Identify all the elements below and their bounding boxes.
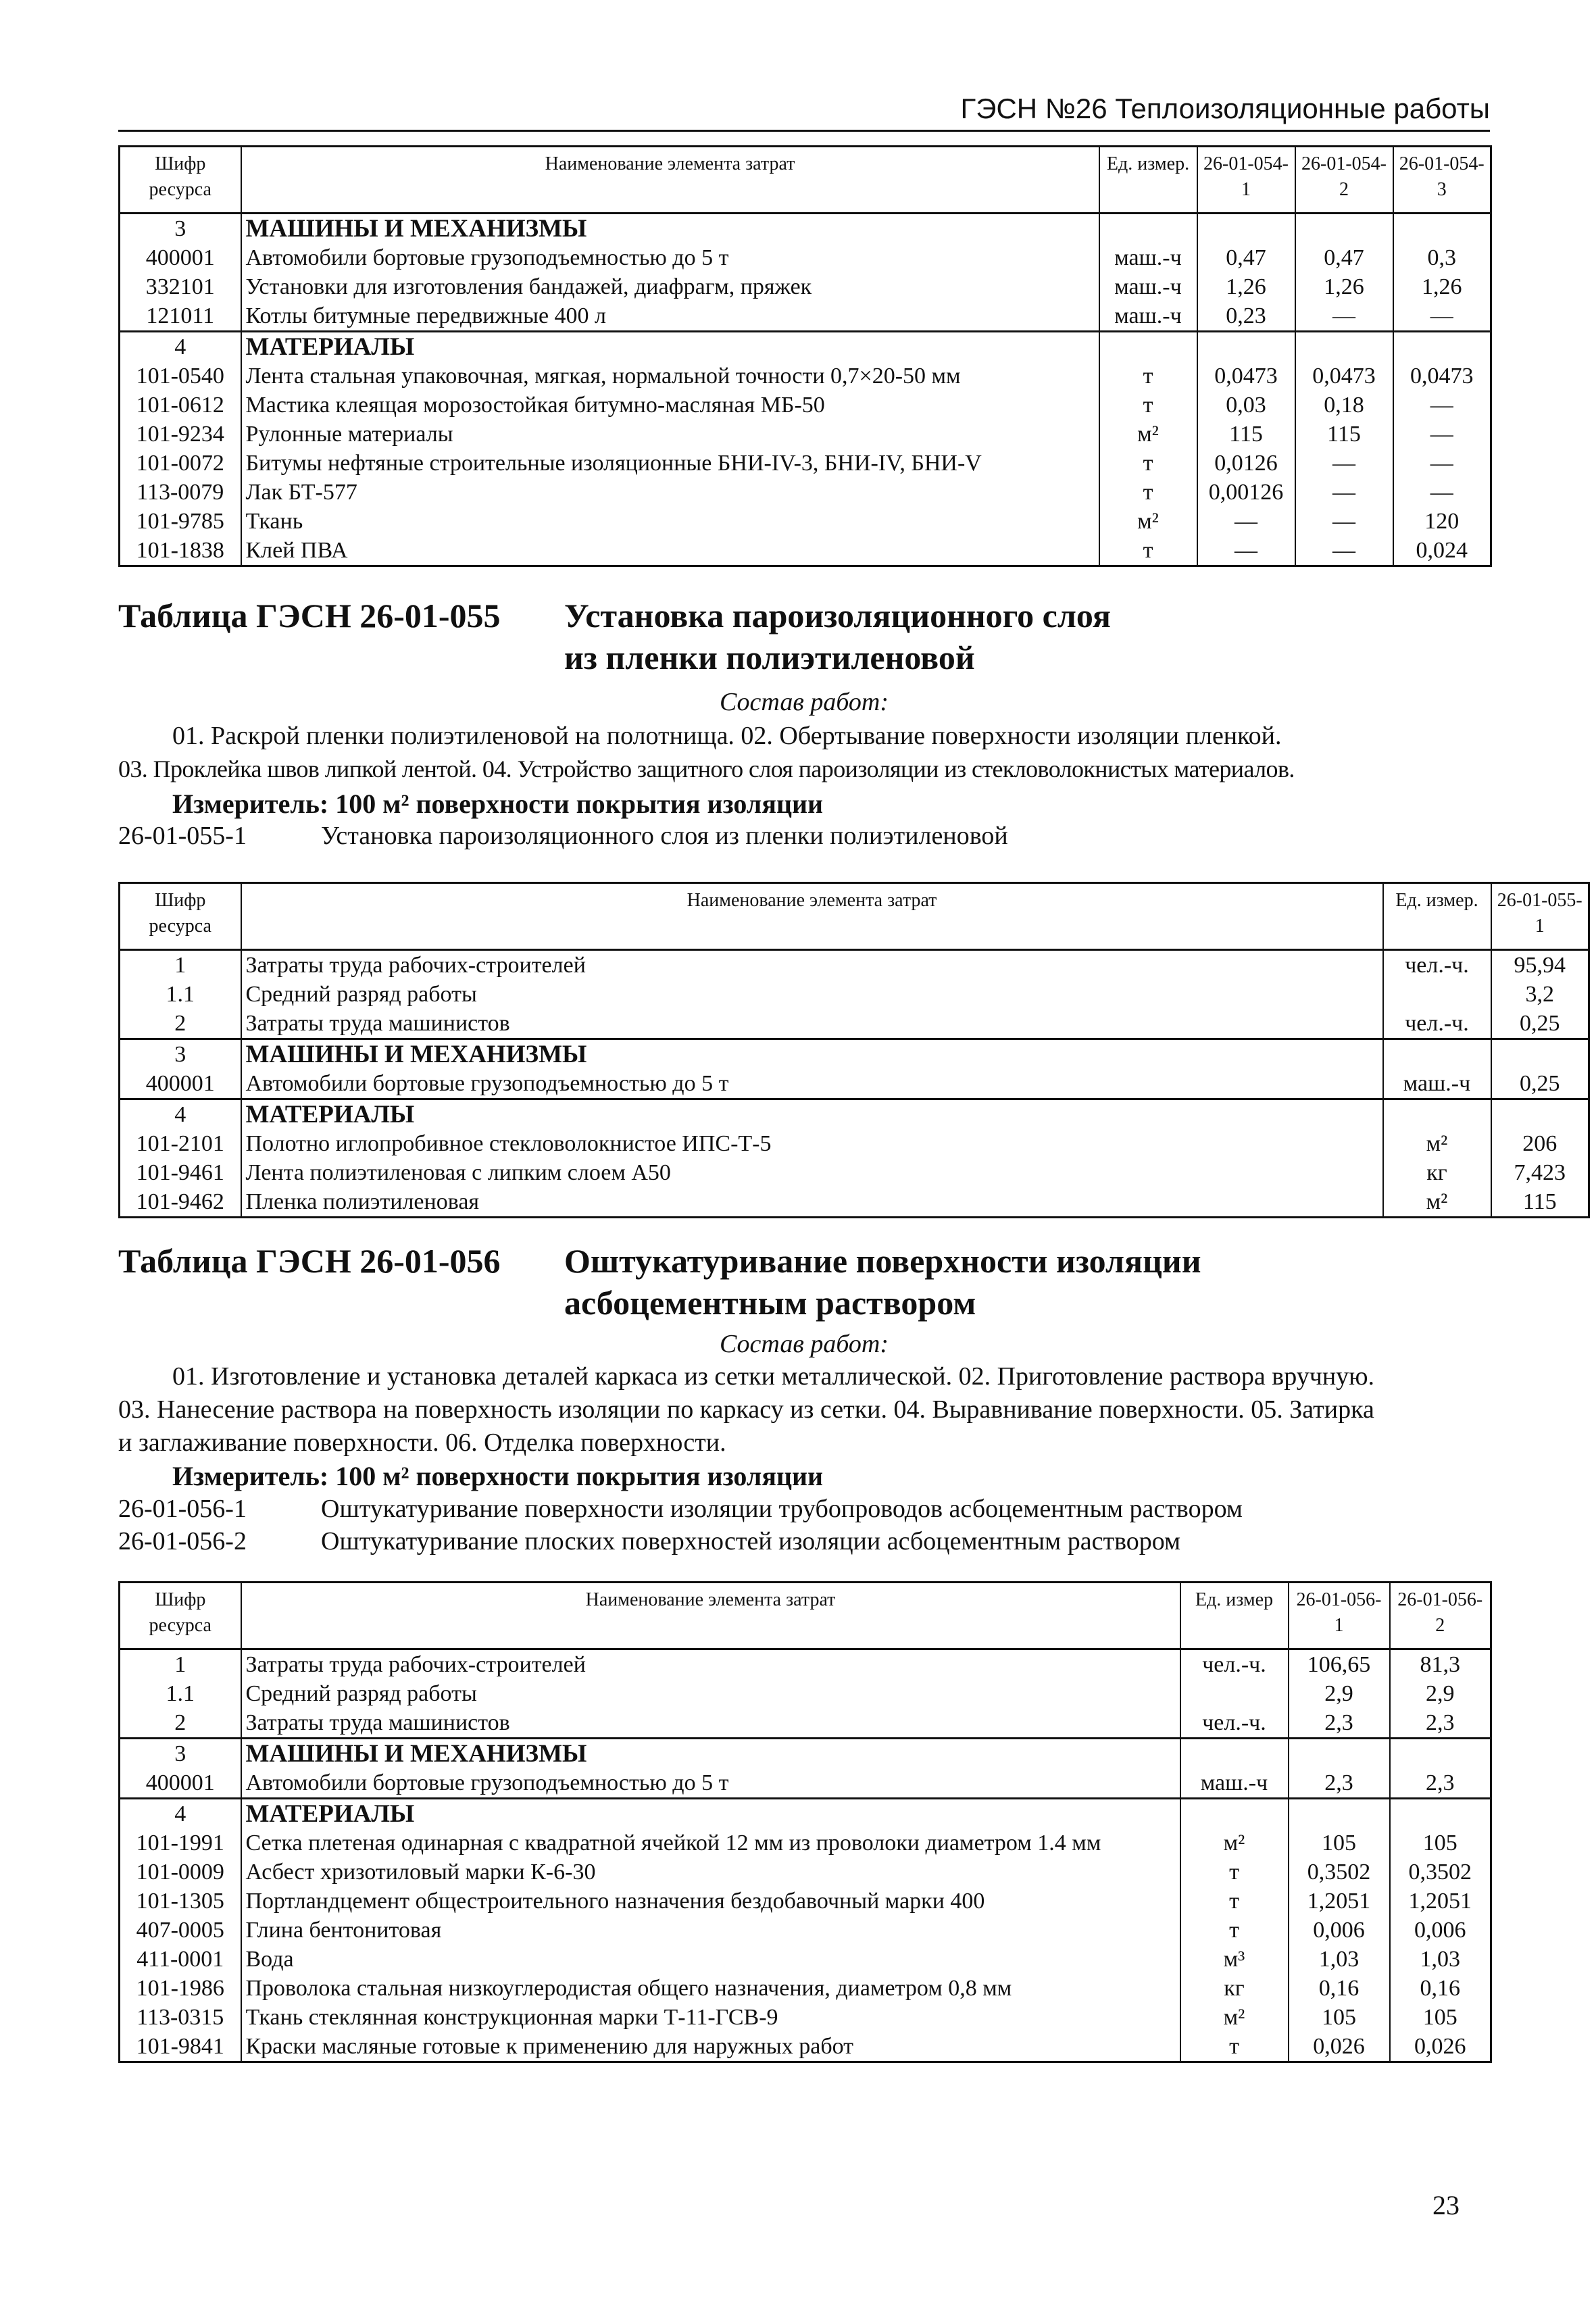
norm-code: 26-01-056-1 [118, 1495, 247, 1523]
norm-value: — [1393, 391, 1491, 420]
norm-value: 105 [1289, 2003, 1390, 2032]
resource-code: 101-9462 [120, 1187, 241, 1218]
norm-value: 0,16 [1289, 1974, 1390, 2003]
cost-element-name: Пленка полиэтиленовая [241, 1187, 1383, 1218]
table-row [120, 1916, 1491, 1945]
resource-code: 101-9234 [120, 420, 241, 449]
table-row [120, 301, 1491, 332]
table-row [120, 1187, 1589, 1218]
table-row [120, 1887, 1491, 1916]
table-title-line2: из пленки полиэтиленовой [564, 639, 975, 676]
norm-value: 1,26 [1197, 272, 1295, 301]
cost-element-name: МАТЕРИАЛЫ [241, 1099, 1383, 1130]
col-unit-header: Ед. измер [1180, 1583, 1289, 1649]
unit [1099, 214, 1197, 244]
norm-value: 106,65 [1289, 1649, 1390, 1680]
unit: м² [1383, 1187, 1491, 1218]
unit: м³ [1180, 1945, 1289, 1974]
unit [1383, 1039, 1491, 1070]
table-row [120, 362, 1491, 391]
cost-element-name: МАТЕРИАЛЫ [241, 332, 1099, 362]
norm-code: 26-01-056-2 [118, 1527, 247, 1555]
norm-value: 1,03 [1289, 1945, 1390, 1974]
cost-element-name: Рулонные материалы [241, 420, 1099, 449]
col-code-header: Шифр ресурса [120, 1583, 241, 1649]
resource-code: 101-9785 [120, 507, 241, 536]
resource-code: 400001 [120, 243, 241, 272]
norm-text: Установка пароизоляционного слоя из пленки полиэтиленовой [321, 822, 1008, 850]
cost-element-name: Лента полиэтиленовая с липким слоем А50 [241, 1158, 1383, 1187]
cost-element-name: Затраты труда машинистов [241, 1009, 1383, 1039]
col-header: 26-01-054-3 [1393, 147, 1491, 214]
norm-code: 26-01-055-1 [118, 822, 247, 850]
resource-code: 1.1 [120, 980, 241, 1009]
work-line: 03. Проклейка швов липкой лентой. 04. Устройство защитного слоя пароизоляции из стекловолокнистых материалов. [118, 755, 1295, 782]
resource-code: 101-1305 [120, 1887, 241, 1916]
unit: м² [1099, 507, 1197, 536]
unit [1099, 332, 1197, 362]
norm-value: 1,2051 [1289, 1887, 1390, 1916]
cost-element-name: МАТЕРИАЛЫ [241, 1799, 1180, 1829]
table-row [120, 1828, 1491, 1858]
norm-value: 2,3 [1390, 1708, 1491, 1739]
norm-value [1295, 214, 1393, 244]
table-number: Таблица ГЭСН 26-01-056 [118, 1242, 501, 1280]
resource-code: 101-2101 [120, 1129, 241, 1158]
norm-value: 0,0126 [1197, 449, 1295, 478]
norm-value [1289, 1799, 1390, 1829]
code-line [118, 819, 1008, 853]
norm-value: 0,25 [1491, 1069, 1589, 1099]
norm-value [1491, 1039, 1589, 1070]
resource-code: 101-0612 [120, 391, 241, 420]
cost-element-name: Клей ПВА [241, 536, 1099, 566]
unit: маш.-ч [1099, 301, 1197, 332]
unit: т [1180, 1887, 1289, 1916]
cost-element-name: МАШИНЫ И МЕХАНИЗМЫ [241, 214, 1099, 244]
table-055 [118, 882, 1590, 1218]
norm-value [1390, 1799, 1491, 1829]
unit: м² [1180, 2003, 1289, 2032]
table-row [120, 449, 1491, 478]
norm-value: — [1295, 507, 1393, 536]
norm-value: — [1197, 536, 1295, 566]
cost-element-name: Битумы нефтяные строительные изоляционные БНИ-IV-3, БНИ-IV, БНИ-V [241, 449, 1099, 478]
resource-code: 4 [120, 1099, 241, 1130]
resource-code: 101-9841 [120, 2032, 241, 2062]
unit: м² [1099, 420, 1197, 449]
unit: чел.-ч. [1180, 1649, 1289, 1680]
norm-value: 2,3 [1390, 1768, 1491, 1799]
resource-code: 411-0001 [120, 1945, 241, 1974]
table-number: Таблица ГЭСН 26-01-055 [118, 597, 501, 634]
resource-code: 407-0005 [120, 1916, 241, 1945]
cost-element-name: Полотно иглопробивное стекловолокнистое ИПС-Т-5 [241, 1129, 1383, 1158]
table-row [120, 1858, 1491, 1887]
col-code-header: Шифр ресурса [120, 883, 241, 950]
work-line: 01. Раскрой пленки полиэтиленовой на полотнища. 02. Обертывание поверхности изоляции пленкой. [172, 722, 1282, 750]
cost-element-name: Автомобили бортовые грузоподъемностью до 5 т [241, 243, 1099, 272]
section-row [120, 1099, 1589, 1130]
col-unit-header: Ед. измер. [1099, 147, 1197, 214]
table-title-line2: асбоцементным раствором [564, 1284, 976, 1322]
cost-element-name: Лента стальная упаковочная, мягкая, нормальной точности 0,7×20-50 мм [241, 362, 1099, 391]
resource-code: 101-0009 [120, 1858, 241, 1887]
norm-value: 0,006 [1289, 1916, 1390, 1945]
norm-value: 0,3 [1393, 243, 1491, 272]
cost-element-name: Затраты труда машинистов [241, 1708, 1180, 1739]
cost-element-name: Средний разряд работы [241, 1679, 1180, 1708]
col-header: 26-01-055-1 [1491, 883, 1589, 950]
norm-value [1393, 332, 1491, 362]
norm-value: 0,024 [1393, 536, 1491, 566]
measure-unit: Измеритель: 100 м² поверхности покрытия изоляции [172, 789, 824, 819]
cost-element-name: Портландцемент общестроительного назначения бездобавочный марки 400 [241, 1887, 1180, 1916]
table-row [120, 2003, 1491, 2032]
table-row [120, 980, 1589, 1009]
resource-code: 3 [120, 1039, 241, 1070]
norm-value: 2,9 [1390, 1679, 1491, 1708]
norm-value: — [1393, 449, 1491, 478]
code-line [118, 1492, 1243, 1526]
norm-value: 7,423 [1491, 1158, 1589, 1187]
norm-value [1197, 214, 1295, 244]
norm-text: Оштукатуривание поверхности изоляции трубопроводов асбоцементным раствором [321, 1495, 1243, 1523]
norm-value: 115 [1491, 1187, 1589, 1218]
norm-value [1390, 1739, 1491, 1769]
resource-code: 3 [120, 1739, 241, 1769]
cost-element-name: Вода [241, 1945, 1180, 1974]
table-row [120, 1649, 1491, 1680]
norm-value: 3,2 [1491, 980, 1589, 1009]
table-054 [118, 145, 1492, 567]
norm-value: 0,03 [1197, 391, 1295, 420]
norm-value: 115 [1295, 420, 1393, 449]
cost-element-name: Проволока стальная низкоуглеродистая общего назначения, диаметром 0,8 мм [241, 1974, 1180, 2003]
resource-code: 1 [120, 950, 241, 980]
unit: т [1099, 449, 1197, 478]
norm-text: Оштукатуривание плоских поверхностей изоляции асбоцементным раствором [321, 1527, 1181, 1555]
unit: чел.-ч. [1383, 1009, 1491, 1039]
norm-value: — [1393, 478, 1491, 507]
col-header: 26-01-054-1 [1197, 147, 1295, 214]
resource-code: 113-0315 [120, 2003, 241, 2032]
table-row [120, 1974, 1491, 2003]
norm-value: 115 [1197, 420, 1295, 449]
norm-value: 1,2051 [1390, 1887, 1491, 1916]
col-name-header: Наименование элемента затрат [241, 883, 1383, 950]
norm-value [1393, 214, 1491, 244]
norm-value [1289, 1739, 1390, 1769]
table-row [120, 1679, 1491, 1708]
unit: маш.-ч [1383, 1069, 1491, 1099]
unit: маш.-ч [1180, 1768, 1289, 1799]
cost-element-name: Установки для изготовления бандажей, диафрагм, пряжек [241, 272, 1099, 301]
section-row [120, 332, 1491, 362]
norm-value: 0,23 [1197, 301, 1295, 332]
unit: маш.-ч [1099, 272, 1197, 301]
norm-value: 120 [1393, 507, 1491, 536]
unit [1383, 980, 1491, 1009]
section-row [120, 1039, 1589, 1070]
col-header: 26-01-054-2 [1295, 147, 1393, 214]
norm-value: 2,3 [1289, 1768, 1390, 1799]
resource-code: 400001 [120, 1069, 241, 1099]
resource-code: 101-9461 [120, 1158, 241, 1187]
norm-value: 0,00126 [1197, 478, 1295, 507]
norm-value: 0,3502 [1390, 1858, 1491, 1887]
norm-value: — [1393, 301, 1491, 332]
resource-code: 2 [120, 1708, 241, 1739]
cost-element-name: Ткань стеклянная конструкционная марки Т-11-ГСВ-9 [241, 2003, 1180, 2032]
norm-value: 0,026 [1390, 2032, 1491, 2062]
table-row [120, 478, 1491, 507]
unit: чел.-ч. [1383, 950, 1491, 980]
norm-value: 0,18 [1295, 391, 1393, 420]
unit: кг [1180, 1974, 1289, 2003]
table-row [120, 1069, 1589, 1099]
resource-code: 4 [120, 332, 241, 362]
norm-value: — [1295, 301, 1393, 332]
norm-value: 1,26 [1295, 272, 1393, 301]
norm-value: — [1393, 420, 1491, 449]
table-056 [118, 1581, 1492, 2063]
unit: т [1180, 1916, 1289, 1945]
col-header: 26-01-056-2 [1390, 1583, 1491, 1649]
norm-value: 105 [1390, 1828, 1491, 1858]
table-row [120, 420, 1491, 449]
norm-value: 0,0473 [1197, 362, 1295, 391]
unit [1180, 1679, 1289, 1708]
unit: м² [1180, 1828, 1289, 1858]
table-row [120, 1768, 1491, 1799]
unit: т [1180, 1858, 1289, 1887]
cost-element-name: Краски масляные готовые к применению для наружных работ [241, 2032, 1180, 2062]
table-row [120, 391, 1491, 420]
work-description [118, 720, 1490, 786]
resource-code: 101-0072 [120, 449, 241, 478]
cost-element-name: Автомобили бортовые грузоподъемностью до 5 т [241, 1069, 1383, 1099]
norm-value: 0,3502 [1289, 1858, 1390, 1887]
norm-value: 95,94 [1491, 950, 1589, 980]
norm-value: 1,26 [1393, 272, 1491, 301]
work-composition-label: Состав работ: [719, 688, 889, 716]
resource-code: 400001 [120, 1768, 241, 1799]
table-title-line1: Установка пароизоляционного слоя [564, 597, 1111, 634]
table-row [120, 507, 1491, 536]
resource-code: 101-1991 [120, 1828, 241, 1858]
cost-element-name: Автомобили бортовые грузоподъемностью до 5 т [241, 1768, 1180, 1799]
work-composition-label: Состав работ: [719, 1330, 889, 1358]
section-row [120, 214, 1491, 244]
code-line [118, 1524, 1180, 1558]
table-row [120, 272, 1491, 301]
norm-value [1197, 332, 1295, 362]
unit [1180, 1739, 1289, 1769]
cost-element-name: Асбест хризотиловый марки К-6-30 [241, 1858, 1180, 1887]
norm-value: 0,0473 [1393, 362, 1491, 391]
col-code-header: Шифр ресурса [120, 147, 241, 214]
measure-unit: Измеритель: 100 м² поверхности покрытия изоляции [172, 1461, 824, 1491]
cost-element-name: Средний разряд работы [241, 980, 1383, 1009]
table-row [120, 1129, 1589, 1158]
resource-code: 101-0540 [120, 362, 241, 391]
table-row [120, 536, 1491, 566]
norm-value: 206 [1491, 1129, 1589, 1158]
cost-element-name: Затраты труда рабочих-строителей [241, 950, 1383, 980]
col-name-header: Наименование элемента затрат [241, 1583, 1180, 1649]
cost-element-name: Мастика клеящая морозостойкая битумно-масляная МБ-50 [241, 391, 1099, 420]
table-row [120, 1708, 1491, 1739]
resource-code: 332101 [120, 272, 241, 301]
norm-value [1295, 332, 1393, 362]
table-row [120, 243, 1491, 272]
cost-element-name: Лак БТ-577 [241, 478, 1099, 507]
resource-code: 113-0079 [120, 478, 241, 507]
norm-value: 0,16 [1390, 1974, 1491, 2003]
section-row [120, 1799, 1491, 1829]
norm-value: 2,3 [1289, 1708, 1390, 1739]
unit: чел.-ч. [1180, 1708, 1289, 1739]
resource-code: 4 [120, 1799, 241, 1829]
norm-value: — [1295, 449, 1393, 478]
table-row [120, 2032, 1491, 2062]
unit: т [1099, 478, 1197, 507]
resource-code: 1.1 [120, 1679, 241, 1708]
norm-value: 0,47 [1197, 243, 1295, 272]
resource-code: 2 [120, 1009, 241, 1039]
col-header: 26-01-056-1 [1289, 1583, 1390, 1649]
unit [1180, 1799, 1289, 1829]
col-name-header: Наименование элемента затрат [241, 147, 1099, 214]
norm-value: — [1197, 507, 1295, 536]
work-line: 03. Нанесение раствора на поверхность изоляции по каркасу из сетки. 04. Выравнивание поверхности. 05. Затирка [118, 1395, 1374, 1424]
table-row [120, 950, 1589, 980]
work-line: 01. Изготовление и установка деталей каркаса из сетки металлической. 02. Приготовление раствора вручную. [172, 1362, 1375, 1391]
unit: м² [1383, 1129, 1491, 1158]
unit: маш.-ч [1099, 243, 1197, 272]
table-row [120, 1945, 1491, 1974]
resource-code: 101-1838 [120, 536, 241, 566]
work-line: и заглаживание поверхности. 06. Отделка поверхности. [118, 1428, 726, 1457]
norm-value: 105 [1390, 2003, 1491, 2032]
norm-value: — [1295, 478, 1393, 507]
norm-value: 0,026 [1289, 2032, 1390, 2062]
cost-element-name: Глина бентонитовая [241, 1916, 1180, 1945]
norm-value: 105 [1289, 1828, 1390, 1858]
norm-value: 81,3 [1390, 1649, 1491, 1680]
cost-element-name: Котлы битумные передвижные 400 л [241, 301, 1099, 332]
norm-value: 1,03 [1390, 1945, 1491, 1974]
resource-code: 121011 [120, 301, 241, 332]
unit [1383, 1099, 1491, 1130]
resource-code: 101-1986 [120, 1974, 241, 2003]
cost-element-name: МАШИНЫ И МЕХАНИЗМЫ [241, 1739, 1180, 1769]
running-header: ГЭСН №26 Теплоизоляционные работы [118, 88, 1490, 132]
unit: т [1180, 2032, 1289, 2062]
norm-value: 0,006 [1390, 1916, 1491, 1945]
table-title-line1: Оштукатуривание поверхности изоляции [564, 1242, 1201, 1280]
unit: т [1099, 362, 1197, 391]
page-number: 23 [1432, 2190, 1460, 2220]
cost-element-name: МАШИНЫ И МЕХАНИЗМЫ [241, 1039, 1383, 1070]
col-unit-header: Ед. измер. [1383, 883, 1491, 950]
cost-element-name: Затраты труда рабочих-строителей [241, 1649, 1180, 1680]
resource-code: 3 [120, 214, 241, 244]
unit: т [1099, 536, 1197, 566]
norm-value: — [1295, 536, 1393, 566]
norm-value: 0,47 [1295, 243, 1393, 272]
norm-value: 2,9 [1289, 1679, 1390, 1708]
norm-value: 0,25 [1491, 1009, 1589, 1039]
table-row [120, 1009, 1589, 1039]
table-row [120, 1158, 1589, 1187]
cost-element-name: Ткань [241, 507, 1099, 536]
norm-value [1491, 1099, 1589, 1130]
norm-value: 0,0473 [1295, 362, 1393, 391]
unit: т [1099, 391, 1197, 420]
cost-element-name: Сетка плетеная одинарная с квадратной ячейкой 12 мм из проволоки диаметром 1.4 мм [241, 1828, 1180, 1858]
work-description [118, 1360, 1490, 1460]
unit: кг [1383, 1158, 1491, 1187]
section-row [120, 1739, 1491, 1769]
resource-code: 1 [120, 1649, 241, 1680]
